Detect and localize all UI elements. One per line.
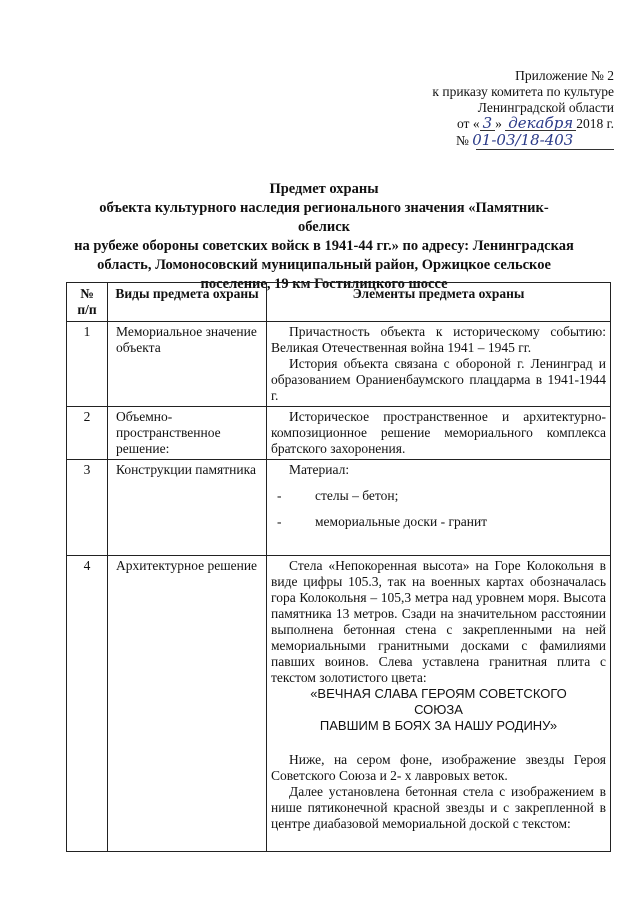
title-line-2: объекта культурного наследия регионального значения «Памятник-обелиск <box>99 200 549 235</box>
row-number: 4 <box>67 556 108 852</box>
appendix-number: Приложение № 2 <box>515 68 614 83</box>
table-row <box>67 460 611 556</box>
date-month-handwritten: декабря <box>505 116 576 131</box>
appendix-header <box>374 68 614 149</box>
header-elements: Элементы предмета охраны <box>267 283 611 322</box>
row-elements <box>267 556 611 852</box>
dash-marker: - <box>277 488 282 503</box>
paragraph: Далее установлена бетонная стела с изображением в нише пятиконечной красной звезды и с закрепленной в центре диабазовой мемориальной доской с текстом: <box>271 784 606 831</box>
order-date <box>374 116 614 132</box>
row-elements <box>267 322 611 407</box>
row-elements <box>267 407 611 460</box>
committee-region: Ленинградской области <box>477 100 614 115</box>
paragraph: Материал: <box>289 462 350 477</box>
row-type-text: Мемориальное значение объекта <box>116 324 257 355</box>
number-sign: № <box>456 133 469 148</box>
row-number: 3 <box>67 460 108 556</box>
title-line-5: поселение, 19 км Гостилицкого шоссе <box>200 276 448 292</box>
row-type <box>108 322 267 407</box>
list-item-text: мемориальные доски - гранит <box>315 514 488 529</box>
document-title <box>74 180 574 294</box>
row-elements <box>267 460 611 556</box>
order-number <box>374 132 614 149</box>
row-type <box>108 407 267 460</box>
paragraph: Ниже, на сером фоне, изображение звезды Героя Советского Союза и 2- х лавровых веток. <box>271 752 606 783</box>
row-type-text: Конструкции памятника <box>116 462 256 477</box>
title-line-1: Предмет охраны <box>269 181 379 197</box>
row-type <box>108 556 267 852</box>
paragraph: История объекта связана с обороной г. Ленинград и образованием Ораниенбаумского плацдарма в 1941-1944 г. <box>271 356 606 403</box>
header-num <box>67 283 108 322</box>
memorial-inscription-line-2: СОЮЗА <box>414 702 463 717</box>
header-num-line1: № <box>80 286 94 301</box>
paragraph: Стела «Непокоренная высота» на Горе Колокольня в виде цифры 105.3, так на военных картах обозначалась гора Колокольня – 105,3 метра над уровнем моря. Высота памятника 13 метров. Сзади на значительном расстоянии выполнена бетонная стена с закрепленными на ней мемориальными гранитными досками с фамилиями павших воинов. Слева уставлена гранитная плита с текстом золотистого цвета: <box>271 558 606 685</box>
date-year: 2018 г. <box>576 116 614 131</box>
dash-marker: - <box>277 514 282 529</box>
protection-subject-table <box>66 282 611 852</box>
title-line-4: область, Ломоносовский муниципальный район, Оржицкое сельское <box>97 257 551 273</box>
header-types: Виды предмета охраны <box>108 283 267 322</box>
title-line-3: на рубеже обороны советских войск в 1941-44 гг.» по адресу: Ленинградская <box>74 238 574 254</box>
paragraph: Историческое пространственное и архитектурно-композиционное решение мемориального комплекса братского захоронения. <box>271 409 606 456</box>
list-item <box>271 488 606 504</box>
table-row <box>67 556 611 852</box>
row-type-text: Объемно-пространственное решение: <box>116 409 221 456</box>
list-item <box>271 514 606 530</box>
table-row <box>67 322 611 407</box>
table-row <box>67 407 611 460</box>
paragraph: Причастность объекта к историческому событию: Великая Отечественная война 1941 – 1945 гг. <box>271 324 606 355</box>
row-type <box>108 460 267 556</box>
row-type-text: Архитектурное решение <box>116 558 258 573</box>
row-number: 2 <box>67 407 108 460</box>
memorial-inscription-line-3: ПАВШИМ В БОЯХ ЗА НАШУ РОДИНУ» <box>319 718 558 733</box>
date-day-handwritten: 3 <box>480 116 496 131</box>
header-num-line2: п/п <box>77 302 97 317</box>
order-reference: к приказу комитета по культуре <box>432 84 614 99</box>
memorial-inscription-line-1: «ВЕЧНАЯ СЛАВА ГЕРОЯМ СОВЕТСКОГО <box>310 686 567 701</box>
date-prefix: от « <box>456 116 480 131</box>
list-item-text: стелы – бетон; <box>315 488 399 503</box>
spacer <box>271 734 606 752</box>
date-mid: » <box>495 116 502 131</box>
table-header-row <box>67 283 611 322</box>
order-number-handwritten: 01-03/18-403 <box>472 131 574 149</box>
row-number: 1 <box>67 322 108 407</box>
order-number-underline <box>476 149 614 150</box>
